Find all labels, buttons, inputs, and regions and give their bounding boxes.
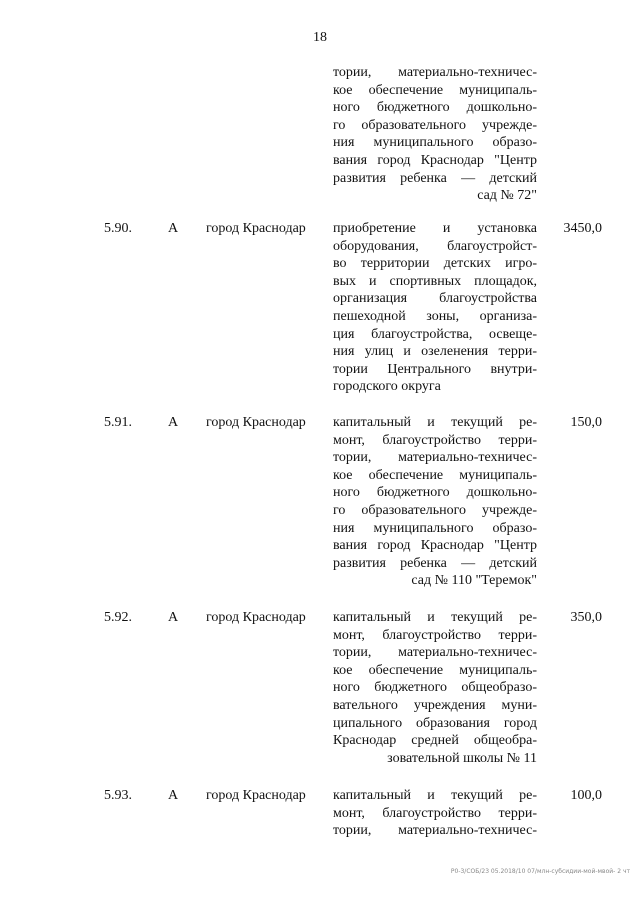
description-line: кое обеспечение муниципаль- (333, 82, 537, 98)
description-line: зовательной школы № 11 (387, 750, 537, 766)
description-line: сад № 72" (477, 188, 537, 204)
row-description (333, 787, 537, 840)
description-line: капитальный и текущий ре- (333, 415, 537, 430)
description-line: монт, благоустройство терри- (333, 627, 537, 643)
row-number: 5.92. (104, 610, 132, 625)
description-line: приобретение и установка (333, 221, 537, 236)
row-amount: 350,0 (570, 610, 602, 625)
row-description (333, 220, 537, 396)
description-line: тории Центрального внутри- (333, 361, 537, 377)
continued-description (333, 64, 537, 205)
description-line: сад № 110 "Теремок" (411, 573, 537, 589)
description-line: тории, материально-техничес- (333, 450, 537, 466)
description-line: ция благоустройства, освеще- (333, 326, 537, 342)
row-description (333, 414, 537, 590)
description-line: вания город Краснодар "Центр (333, 152, 537, 168)
row-amount: 100,0 (570, 788, 602, 803)
description-line: капитальный и текущий ре- (333, 788, 537, 803)
description-line: го образовательного учрежде- (333, 502, 537, 518)
description-line: вых и спортивных площадок, (333, 273, 537, 289)
description-line: го образовательного учрежде- (333, 117, 537, 133)
row-municipality: город Краснодар (206, 221, 306, 236)
description-line: монт, благоустройство терри- (333, 805, 537, 821)
row-category: А (168, 610, 179, 625)
description-line: вания город Краснодар "Центр (333, 538, 537, 554)
description-line: ния муниципального образо- (333, 520, 537, 536)
description-line: Краснодар средней общеобра- (333, 733, 537, 749)
row-municipality: город Краснодар (206, 610, 306, 625)
row-municipality: город Краснодар (206, 415, 306, 430)
description-line: тории, материально-техничес- (333, 645, 537, 661)
description-line: ния улиц и озеленения терри- (333, 344, 537, 360)
description-line: пешеходной зоны, организа- (333, 308, 537, 324)
description-line: развития ребенка — детский (333, 170, 537, 186)
row-number: 5.91. (104, 415, 132, 430)
row-municipality: город Краснодар (206, 788, 306, 803)
description-line: монт, благоустройство терри- (333, 432, 537, 448)
description-line: оборудования, благоустройст- (333, 238, 537, 254)
description-line: во территории детских игро- (333, 256, 537, 272)
description-line: ципального образования город (333, 715, 537, 731)
description-line: развития ребенка — детский (333, 555, 537, 571)
row-description (333, 609, 537, 767)
description-line: городского округа (333, 379, 441, 395)
description-line: вательного учреждения муни- (333, 697, 537, 713)
description-line: тории, материально-техничес- (333, 823, 537, 839)
row-category: А (168, 221, 179, 236)
row-amount: 3450,0 (563, 221, 602, 236)
description-line: кое обеспечение муниципаль- (333, 662, 537, 678)
description-line: организация благоустройства (333, 291, 537, 307)
description-line: тории, материально-техничес- (333, 65, 537, 80)
row-category: А (168, 788, 179, 803)
document-footer-code: Р0-3/СОБ/23 05.2018/10 07/млн-субсидии-мой-мвой- 2 чт (450, 868, 630, 875)
description-line: капитальный и текущий ре- (333, 610, 537, 625)
row-number: 5.93. (104, 788, 132, 803)
row-number: 5.90. (104, 221, 132, 236)
description-line: ного бюджетного дошкольно- (333, 485, 537, 501)
page-number: 18 (313, 30, 327, 45)
description-line: кое обеспечение муниципаль- (333, 467, 537, 483)
description-line: ного бюджетного дошкольно- (333, 100, 537, 116)
description-line: ния муниципального образо- (333, 135, 537, 151)
row-category: А (168, 415, 179, 430)
description-line: ного бюджетного общеобразо- (333, 680, 537, 696)
row-amount: 150,0 (570, 415, 602, 430)
